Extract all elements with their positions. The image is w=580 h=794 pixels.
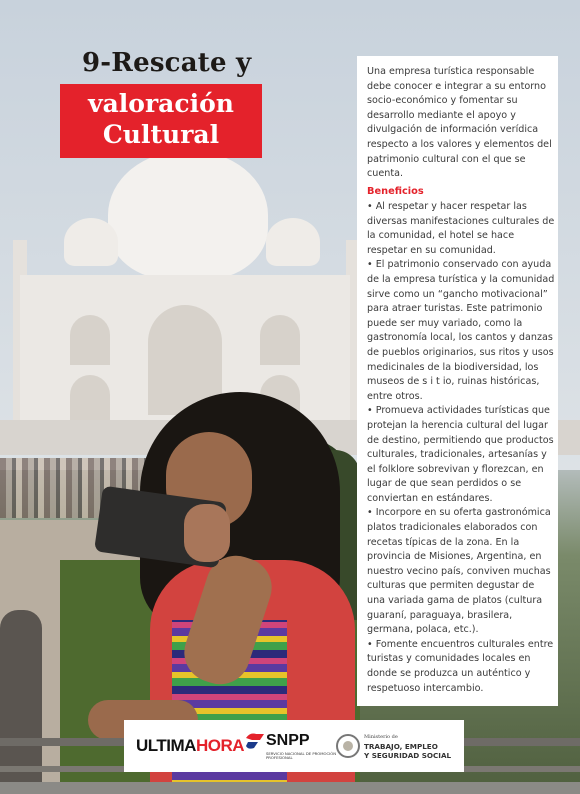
taj-mahal-arch	[260, 315, 300, 365]
taj-mahal-facade	[20, 275, 350, 430]
snpp-logo-subtitle: SERVICIO NACIONAL DE PROMOCIÓN PROFESIONAL	[266, 751, 337, 761]
list-item: • Fomente encuentros culturales entre turistas y comunidades locales en donde se produzca un auténtico y respetuoso intercambio.	[367, 638, 554, 694]
page-title-line2: valoración	[88, 89, 234, 118]
list-item: • El patrimonio conservado con ayuda de la empresa turística y la comunidad sirve como un “gancho motivacional” para atraer turistas. Este patrimonio puede ser muy variado, como la gastronomía local, los cantos y danzas de pueblos originarios, sus ritos y usos medicinales de la biodiversidad, los museos de s i t io, ruinas históricas, entre otros.	[367, 259, 555, 402]
page-title-box	[60, 84, 262, 158]
taj-mahal-dome	[108, 150, 268, 280]
list-item: • Incorpore en su oferta gastronómica platos tradicionales elaborados con recetas típicas de la zona. En la provincia de Misiones, Argentina, en nuestro vecino país, conviven muchas culturas que permiten degustar de una variada gama de platos (cultura guaraní, paraguaya, brasilera, germana, polaca, etc.).	[367, 507, 551, 636]
ultimahora-logo	[136, 736, 244, 756]
snpp-logo-icon	[244, 730, 266, 752]
list-item: • Promueva actividades turísticas que protejan la herencia cultural del lugar de destino, permitiendo que productos culturales, tradicionales, artesanías y el folklore sobrevivan y florezcan, en lugar de que sean perdidos o se conviertan en estándares.	[367, 405, 554, 504]
ministry-label: Ministerio de	[364, 734, 398, 740]
taj-mahal-small-dome	[266, 218, 320, 266]
benefits-heading: Beneficios	[367, 186, 424, 197]
seal-center	[343, 741, 353, 751]
woman-hand	[184, 504, 230, 562]
page-title-line3: Cultural	[102, 120, 220, 149]
ultimahora-logo-part: HORA	[195, 736, 245, 755]
paraguay-seal-icon	[336, 734, 360, 758]
taj-mahal-small-dome	[64, 218, 118, 266]
railing	[0, 782, 580, 794]
ministry-name-line1: TRABAJO, EMPLEO	[364, 742, 438, 751]
intro-paragraph: Una empresa turística responsable debe conocer e integrar a su entorno socio-económico y fomentar su desarrollo mediante el apoyo y divulgación de información verídica respecto a los valores y elementos del patrimonio cultural con el que se cuenta.	[367, 66, 552, 180]
list-item: • Al respetar y hacer respetar las diversas manifestaciones culturales de la comunidad, el hotel se hace respetar en su comunidad.	[367, 201, 555, 256]
ministry-name-line2: Y SEGURIDAD SOCIAL	[364, 751, 452, 760]
taj-mahal-arch	[70, 315, 110, 365]
benefits-list	[367, 200, 555, 696]
text-panel	[357, 56, 558, 706]
ultimahora-logo-part: ULTIMA	[136, 736, 196, 755]
page-title-line1: 9-Rescate y	[82, 48, 252, 78]
snpp-logo-text: SNPP	[266, 732, 310, 749]
taj-mahal-arch	[70, 375, 110, 425]
sponsor-logos	[124, 720, 464, 772]
